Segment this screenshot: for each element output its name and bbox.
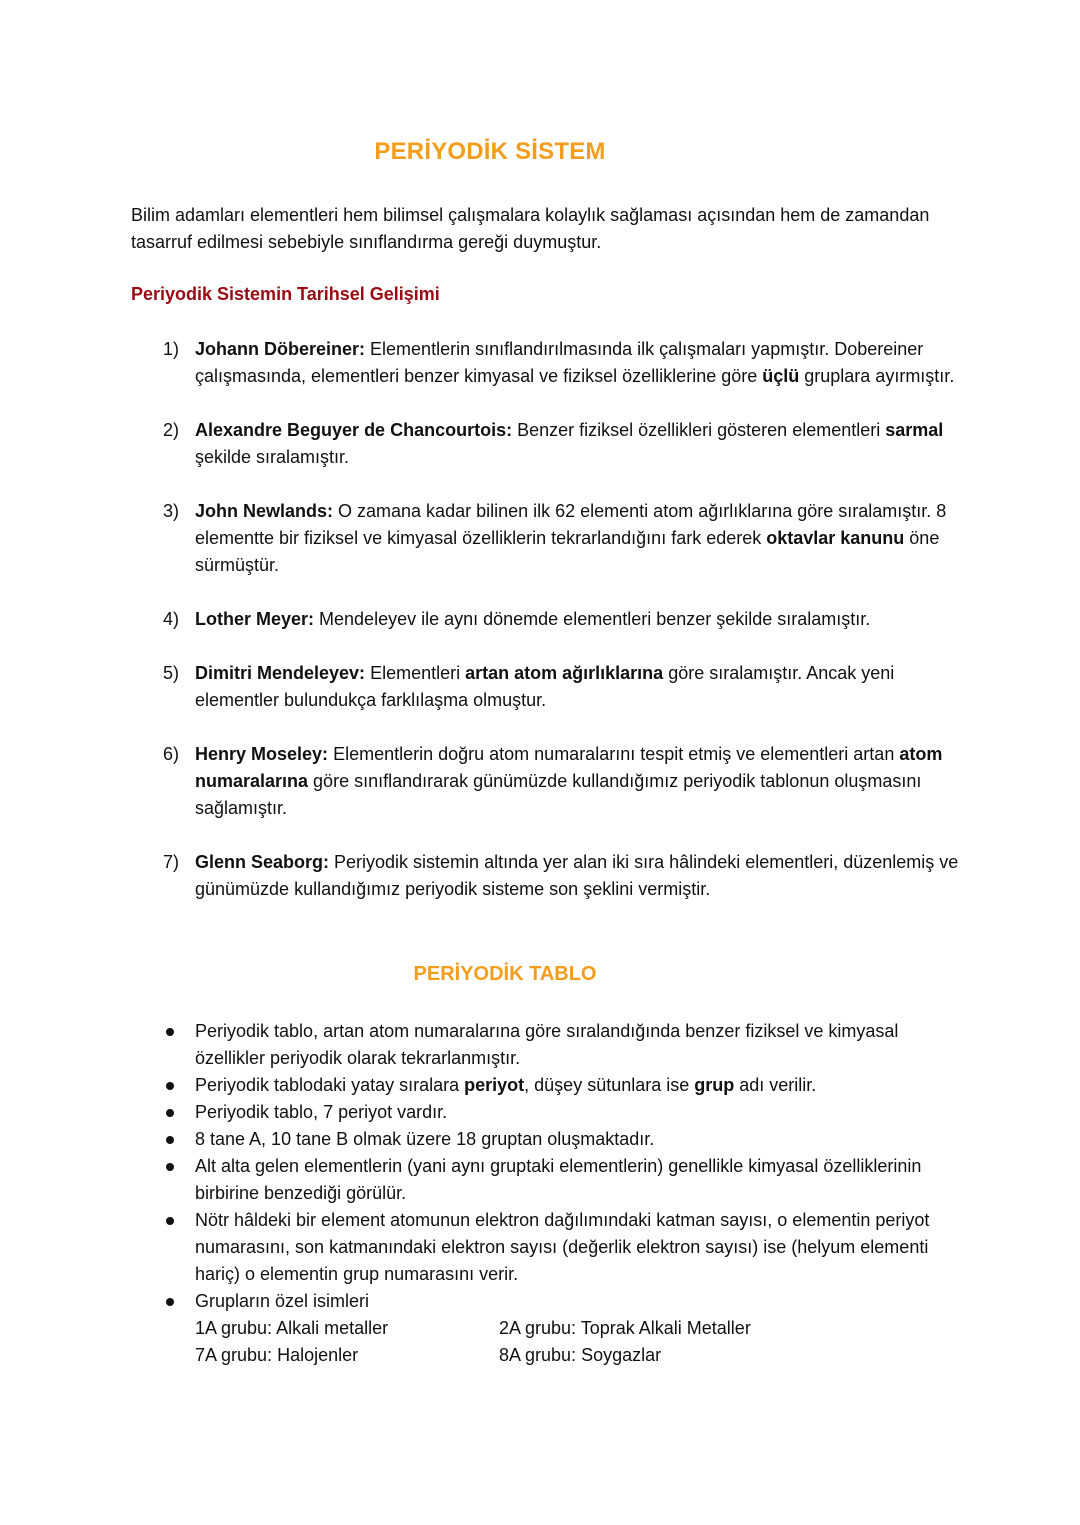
item-bold-text: artan atom ağırlıklarına — [465, 663, 664, 683]
item-text: adı verilir. — [734, 1075, 817, 1095]
list-item — [131, 606, 971, 633]
item-text: öne sürmüştür. — [195, 528, 940, 575]
item-text: Elementlerin sınıflandırılmasında ilk çalışmaları yapmıştır. Dobereiner çalışmasında, elementleri benzer kimyasal ve fiziksel özelliklerine göre — [195, 339, 924, 386]
group-names-grid — [195, 1315, 971, 1369]
item-text: Elementleri — [365, 663, 466, 683]
bullet-icon — [166, 1082, 174, 1090]
item-bold-text: atom numaralarına — [195, 744, 943, 791]
bullet-item — [131, 1207, 971, 1288]
list-number: 4) — [163, 609, 180, 629]
item-text: Periyodik tablodaki yatay sıralara — [195, 1075, 465, 1095]
item-text: gruplara ayırmıştır. — [799, 366, 955, 386]
scientist-name: Henry Moseley: — [195, 744, 329, 764]
list-item — [131, 417, 971, 471]
group-name: 1A grubu: Alkali metaller — [195, 1318, 389, 1338]
table-heading: PERİYODİK TABLO — [413, 963, 597, 985]
bullet-icon — [166, 1163, 174, 1171]
item-text: Mendeleyev ile aynı dönemde elementleri benzer şekilde sıralamıştır. — [314, 609, 871, 629]
list-item — [131, 660, 971, 714]
list-item — [131, 741, 971, 822]
bullet-icon — [166, 1028, 174, 1036]
list-number: 1) — [163, 339, 180, 359]
scientist-name: Johann Döbereiner: — [195, 339, 366, 359]
bullet-item — [131, 1153, 971, 1207]
item-bold-text: oktavlar kanunu — [766, 528, 905, 548]
item-bold-text: sarmal — [885, 420, 944, 440]
bullet-item — [131, 1072, 971, 1099]
scientist-name: Alexandre Beguyer de Chancourtois: — [195, 420, 513, 440]
bullet-item — [131, 1126, 971, 1153]
item-text: Nötr hâldeki bir element atomunun elektron dağılımındaki katman sayısı, o elementin periyot numarasını, son katmanındaki elektron sayısı (değerlik elektron sayısı) ise (helyum elementi hariç) o elementin grup numarasını verir. — [195, 1210, 930, 1284]
history-list — [131, 336, 971, 930]
periodic-table-facts — [131, 1018, 971, 1369]
list-number: 3) — [163, 501, 180, 521]
bullet-icon — [166, 1298, 174, 1306]
item-text: Benzer fiziksel özellikleri gösteren elementleri — [512, 420, 886, 440]
bullet-item — [131, 1018, 971, 1072]
item-text: şekilde sıralamıştır. — [195, 447, 350, 467]
history-heading: Periyodik Sistemin Tarihsel Gelişimi — [131, 284, 440, 304]
bullet-icon — [166, 1109, 174, 1117]
group-name: 8A grubu: Soygazlar — [499, 1345, 662, 1365]
scientist-name: John Newlands: — [195, 501, 334, 521]
list-number: 2) — [163, 420, 180, 440]
item-bold-text: üçlü — [762, 366, 800, 386]
bullet-icon — [166, 1217, 174, 1225]
item-text: 8 tane A, 10 tane B olmak üzere 18 gruptan oluşmaktadır. — [195, 1129, 655, 1149]
item-text: Periyodik tablo, artan atom numaralarına göre sıralandığında benzer fiziksel ve kimyasal özellikler periyodik olarak tekrarlanmıştır. — [195, 1021, 899, 1068]
item-text: Elementlerin doğru atom numaralarını tespit etmiş ve elementleri artan — [328, 744, 900, 764]
bullet-icon — [166, 1136, 174, 1144]
item-text: Alt alta gelen elementlerin (yani aynı gruptaki elementlerin) genellikle kimyasal özelliklerinin birbirine benzediği görülür. — [195, 1156, 922, 1203]
page-title: PERİYODİK SİSTEM — [374, 138, 606, 165]
list-item — [131, 849, 971, 903]
scientist-name: Glenn Seaborg: — [195, 852, 330, 872]
groups-intro: Grupların özel isimleri — [195, 1291, 370, 1311]
group-name: 7A grubu: Halojenler — [195, 1345, 359, 1365]
scientist-name: Dimitri Mendeleyev: — [195, 663, 366, 683]
scientist-name: Lother Meyer: — [195, 609, 315, 629]
item-text: göre sıralamıştır. Ancak yeni elementler bulundukça farklılaşma olmuştur. — [195, 663, 895, 710]
intro-paragraph: Bilim adamları elementleri hem bilimsel çalışmalara kolaylık sağlaması açısından hem de zamandan tasarruf edilmesi sebebiyle sınıflandırma gereği duymuştur. — [131, 205, 930, 252]
list-number: 7) — [163, 852, 180, 872]
list-number: 5) — [163, 663, 180, 683]
item-text: Periyodik tablo, 7 periyot vardır. — [195, 1102, 448, 1122]
item-text: O zamana kadar bilinen ilk 62 elementi atom ağırlıklarına göre sıralamıştır. 8 elementte bir fiziksel ve kimyasal özelliklerin tekrarlandığını fark ederek — [195, 501, 947, 548]
list-number: 6) — [163, 744, 180, 764]
bullet-item-groups — [131, 1288, 971, 1369]
list-item — [131, 498, 971, 579]
item-text: , düşey sütunlara ise — [524, 1075, 695, 1095]
list-item — [131, 336, 971, 390]
group-name: 2A grubu: Toprak Alkali Metaller — [499, 1318, 751, 1338]
item-bold-text: grup — [694, 1075, 735, 1095]
item-text: göre sınıflandırarak günümüzde kullandığımız periyodik tablonun oluşmasını sağlamıştır. — [195, 771, 922, 818]
bullet-item — [131, 1099, 971, 1126]
item-text: Periyodik sistemin altında yer alan iki sıra hâlindeki elementleri, düzenlemiş ve günümüzde kullandığımız periyodik sisteme son şeklini vermiştir. — [195, 852, 959, 899]
item-bold-text: periyot — [464, 1075, 525, 1095]
